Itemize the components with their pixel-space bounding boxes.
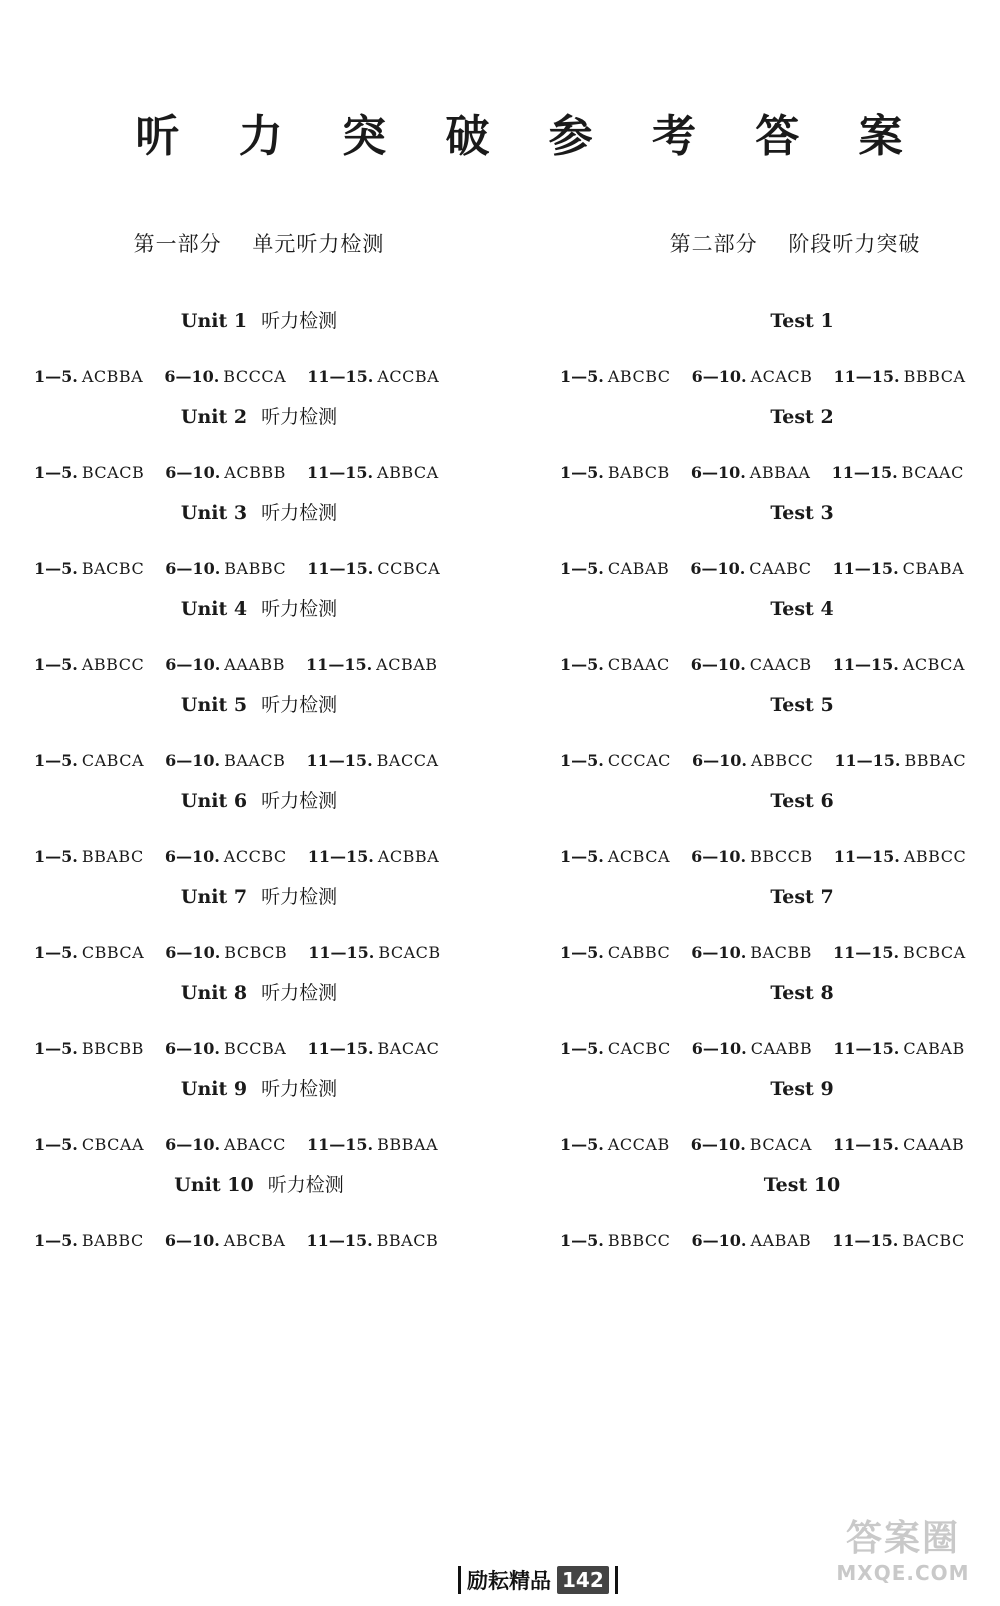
answer-letters: BACAC	[377, 1039, 440, 1058]
question-range: 11—15.	[834, 751, 901, 770]
question-range: 11—15.	[307, 847, 374, 866]
answer-group	[692, 354, 813, 400]
watermark-site: MXQE.COM	[836, 1561, 970, 1585]
answer-row	[560, 546, 990, 592]
answer-letters: BCACA	[749, 1135, 812, 1154]
test-title: Test 8	[770, 982, 834, 1004]
unit-name: Unit 10	[174, 1174, 254, 1196]
answer-letters: CCBCA	[377, 559, 441, 578]
unit-suffix: 听力检测	[261, 406, 338, 428]
test-block	[560, 496, 990, 592]
answer-group	[832, 1218, 964, 1264]
answer-letters: BACBC	[902, 1231, 965, 1250]
unit-title	[34, 1168, 464, 1218]
question-range: 1—5.	[560, 463, 604, 482]
unit-suffix: 听力检测	[261, 694, 338, 716]
answer-letters: CBAAC	[607, 655, 670, 674]
divider-bar	[458, 1566, 461, 1594]
answer-letters: BCBCA	[903, 943, 966, 962]
answer-group	[165, 1026, 286, 1072]
unit-block	[34, 1072, 464, 1168]
answer-letters: ABBCC	[750, 751, 814, 770]
answer-letters: BBCBB	[81, 1039, 144, 1058]
question-range: 1—5.	[560, 367, 604, 386]
answer-letters: BCAAC	[901, 463, 964, 482]
answer-group	[165, 1218, 286, 1264]
answer-row	[34, 930, 464, 976]
answer-group	[307, 1026, 439, 1072]
question-range: 1—5.	[34, 367, 78, 386]
test-title: Test 2	[770, 406, 834, 428]
answer-group	[307, 1218, 439, 1264]
divider-bar	[615, 1566, 618, 1594]
answer-letters: BCBCB	[224, 943, 288, 962]
answer-letters: ACBBA	[81, 367, 144, 386]
footer-brand	[452, 1562, 624, 1598]
answer-group	[307, 354, 439, 400]
answer-group	[307, 546, 440, 592]
answer-letters: ACBBB	[224, 463, 286, 482]
answer-letters: CABAB	[607, 559, 670, 578]
answer-row	[560, 930, 990, 976]
unit-block	[34, 1168, 464, 1264]
section-title-stage-tests: 第二部分 阶段听力突破	[669, 232, 921, 256]
answer-letters: BBBCC	[607, 1231, 671, 1250]
unit-suffix: 听力检测	[261, 310, 338, 332]
question-range: 11—15.	[833, 847, 900, 866]
test-block	[560, 592, 990, 688]
answer-group	[165, 1122, 286, 1168]
question-range: 11—15.	[833, 1039, 900, 1058]
unit-title	[34, 1072, 464, 1122]
question-range: 11—15.	[307, 367, 374, 386]
answer-letters: BBABC	[81, 847, 144, 866]
test-title: Test 5	[770, 694, 834, 716]
answer-letters: ACBAB	[376, 655, 438, 674]
answer-group	[34, 930, 144, 976]
unit-suffix: 听力检测	[261, 886, 338, 908]
answer-letters: ABBCC	[81, 655, 145, 674]
question-range: 1—5.	[34, 1039, 78, 1058]
unit-name: Unit 6	[180, 790, 248, 812]
test-title: Test 10	[763, 1174, 841, 1196]
test-block	[560, 1168, 990, 1264]
test-title: Test 4	[770, 598, 834, 620]
answer-group	[307, 450, 439, 496]
question-range: 11—15.	[306, 1231, 373, 1250]
question-range: 11—15.	[306, 463, 374, 482]
section-title-unit-tests: 第一部分 单元听力检测	[133, 232, 385, 256]
question-range: 11—15.	[832, 943, 900, 962]
answer-letters: ABCBA	[223, 1231, 286, 1250]
answer-group	[34, 1122, 144, 1168]
unit-name: Unit 4	[180, 598, 248, 620]
answer-letters: CBBCA	[81, 943, 145, 962]
answer-row	[34, 546, 464, 592]
answer-letters: CBABA	[902, 559, 965, 578]
answer-letters: AABAB	[750, 1231, 812, 1250]
answer-letters: CAABC	[749, 559, 812, 578]
answer-group	[560, 1218, 670, 1264]
answer-letters: BAACB	[224, 751, 286, 770]
page-title: 听 力 突 破 参 考 答 案	[135, 111, 925, 162]
unit-suffix: 听力检测	[261, 790, 338, 812]
answer-letters: ACCBC	[223, 847, 287, 866]
answer-group	[34, 354, 143, 400]
question-range: 6—10.	[164, 1231, 220, 1250]
question-range: 6—10.	[164, 367, 220, 386]
answer-group	[560, 834, 670, 880]
answer-group	[834, 738, 966, 784]
answer-letters: CABBC	[607, 943, 671, 962]
answer-group	[560, 738, 671, 784]
answer-group	[165, 834, 287, 880]
unit-block	[34, 880, 464, 976]
question-range: 1—5.	[34, 559, 78, 578]
answer-group	[690, 546, 811, 592]
answer-letters: CABCA	[81, 751, 144, 770]
question-range: 1—5.	[560, 655, 604, 674]
answer-group	[560, 1122, 670, 1168]
answer-letters: ACBCA	[902, 655, 965, 674]
answer-group	[833, 930, 966, 976]
test-block	[560, 400, 990, 496]
question-range: 6—10.	[165, 463, 221, 482]
question-range: 1—5.	[560, 559, 604, 578]
question-range: 6—10.	[691, 847, 747, 866]
test-title: Test 7	[770, 886, 834, 908]
question-range: 11—15.	[832, 1231, 899, 1250]
answer-letters: BACBB	[750, 943, 812, 962]
unit-title	[34, 784, 464, 834]
answer-letters: CABAB	[903, 1039, 965, 1058]
answer-group	[691, 642, 812, 688]
answer-letters: CAACB	[749, 655, 812, 674]
answer-group	[165, 738, 285, 784]
question-range: 11—15.	[833, 367, 900, 386]
answer-letters: ABACC	[224, 1135, 286, 1154]
answer-letters: BCCCA	[223, 367, 287, 386]
question-range: 6—10.	[690, 559, 746, 578]
answer-group	[34, 450, 144, 496]
test-block	[560, 880, 990, 976]
unit-title	[34, 976, 464, 1026]
unit-name: Unit 8	[180, 982, 248, 1004]
answer-row	[34, 1218, 464, 1264]
answer-row	[560, 1122, 990, 1168]
answer-group	[560, 1026, 671, 1072]
answer-row	[34, 450, 464, 496]
answer-group	[560, 450, 670, 496]
question-range: 6—10.	[691, 1039, 747, 1058]
unit-block	[34, 400, 464, 496]
answer-group	[833, 1026, 964, 1072]
unit-block	[34, 784, 464, 880]
answer-letters: BACCA	[376, 751, 439, 770]
watermark-logo-text: 答案圈	[845, 1518, 960, 1559]
answer-row	[560, 1218, 990, 1264]
answer-group	[692, 738, 813, 784]
answer-row	[560, 1026, 990, 1072]
answer-letters: BABCB	[607, 463, 670, 482]
answer-letters: ACCBA	[377, 367, 440, 386]
answer-group	[34, 738, 144, 784]
answer-group	[165, 450, 286, 496]
question-range: 6—10.	[691, 1231, 747, 1250]
answer-letters: ACACB	[750, 367, 813, 386]
answer-row	[34, 738, 464, 784]
test-title: Test 3	[770, 502, 834, 524]
question-range: 1—5.	[560, 847, 604, 866]
answer-letters: ACBCA	[607, 847, 670, 866]
answer-group	[164, 354, 286, 400]
question-range: 6—10.	[691, 367, 747, 386]
question-range: 1—5.	[560, 943, 604, 962]
unit-suffix: 听力检测	[261, 598, 338, 620]
answer-group	[307, 1122, 438, 1168]
question-range: 11—15.	[306, 655, 373, 674]
unit-block	[34, 592, 464, 688]
unit-name: Unit 9	[180, 1078, 248, 1100]
question-range: 6—10.	[165, 559, 221, 578]
unit-suffix: 听力检测	[267, 1174, 344, 1196]
unit-suffix: 听力检测	[261, 982, 338, 1004]
question-range: 6—10.	[165, 655, 221, 674]
left-column	[34, 228, 464, 1264]
answer-group	[691, 450, 811, 496]
question-range: 6—10.	[690, 1135, 746, 1154]
question-range: 1—5.	[560, 751, 604, 770]
question-range: 1—5.	[560, 1231, 604, 1250]
answer-group	[692, 1218, 812, 1264]
question-range: 1—5.	[34, 751, 78, 770]
answer-group	[34, 642, 144, 688]
question-range: 11—15.	[306, 751, 373, 770]
question-range: 6—10.	[690, 463, 746, 482]
question-range: 1—5.	[34, 1135, 78, 1154]
question-range: 6—10.	[165, 1135, 221, 1154]
answer-row	[34, 354, 464, 400]
question-range: 11—15.	[832, 559, 899, 578]
answer-letters: BABBC	[224, 559, 287, 578]
question-range: 11—15.	[831, 463, 898, 482]
unit-title	[34, 880, 464, 930]
test-title: Test 9	[770, 1078, 834, 1100]
right-column	[560, 228, 990, 1264]
answer-letters: BBBCA	[903, 367, 966, 386]
question-range: 6—10.	[165, 943, 221, 962]
question-range: 1—5.	[560, 1039, 604, 1058]
question-range: 1—5.	[34, 655, 78, 674]
answer-letters: CBCAA	[81, 1135, 144, 1154]
answer-group	[691, 1122, 812, 1168]
answer-group	[832, 450, 964, 496]
unit-name: Unit 2	[180, 406, 248, 428]
answer-group	[34, 1026, 144, 1072]
page-number: 142	[557, 1566, 609, 1594]
question-range: 6—10.	[165, 751, 221, 770]
unit-block	[34, 976, 464, 1072]
unit-block	[34, 688, 464, 784]
unit-name: Unit 3	[180, 502, 248, 524]
answer-row	[560, 834, 990, 880]
answer-letters: BBCCB	[750, 847, 813, 866]
answer-row	[34, 642, 464, 688]
test-block	[560, 688, 990, 784]
unit-title	[34, 592, 464, 642]
answer-row	[34, 834, 464, 880]
question-range: 6—10.	[164, 847, 220, 866]
question-range: 1—5.	[34, 847, 78, 866]
answer-group	[560, 930, 670, 976]
answer-group	[692, 1026, 812, 1072]
answer-letters: BBACB	[376, 1231, 439, 1250]
answer-row	[560, 354, 990, 400]
question-range: 1—5.	[34, 943, 78, 962]
answer-row	[34, 1122, 464, 1168]
answer-group	[307, 738, 439, 784]
question-range: 11—15.	[307, 559, 374, 578]
question-range: 11—15.	[307, 1039, 374, 1058]
unit-title	[34, 688, 464, 738]
answer-letters: BCACB	[378, 943, 441, 962]
answer-letters: CACBC	[607, 1039, 671, 1058]
answer-group	[308, 930, 440, 976]
answer-row	[560, 450, 990, 496]
answer-letters: CAAAB	[903, 1135, 965, 1154]
question-range: 1—5.	[34, 463, 78, 482]
unit-block	[34, 496, 464, 592]
answer-letters: ACCAB	[607, 1135, 670, 1154]
unit-block-list	[34, 304, 464, 1264]
answer-letters: BBBAA	[377, 1135, 439, 1154]
question-range: 6—10.	[691, 943, 747, 962]
answer-group	[560, 546, 669, 592]
test-block	[560, 784, 990, 880]
question-range: 6—10.	[690, 655, 746, 674]
answer-letters: AAABB	[224, 655, 285, 674]
question-range: 1—5.	[34, 1231, 78, 1250]
question-range: 6—10.	[165, 1039, 220, 1058]
answer-letters: ABCBC	[607, 367, 671, 386]
question-range: 11—15.	[832, 655, 899, 674]
question-range: 11—15.	[833, 1135, 900, 1154]
watermark	[828, 1510, 978, 1585]
question-range: 11—15.	[308, 943, 375, 962]
answer-group	[833, 546, 964, 592]
brand-name: 励耘精品	[467, 1569, 551, 1593]
unit-suffix: 听力检测	[261, 1078, 338, 1100]
answer-letters: ABBCA	[377, 463, 439, 482]
answer-letters: ACBBA	[377, 847, 440, 866]
test-block-list	[560, 304, 990, 1264]
answer-group	[834, 354, 966, 400]
answer-group	[833, 1122, 964, 1168]
answer-group	[833, 642, 965, 688]
answer-group	[165, 930, 287, 976]
question-range: 6—10.	[691, 751, 747, 770]
test-title: Test 1	[770, 310, 834, 332]
answer-group	[306, 642, 437, 688]
answer-group	[560, 642, 670, 688]
answer-group	[34, 1218, 144, 1264]
answer-group	[308, 834, 439, 880]
unit-title	[34, 400, 464, 450]
answer-group	[34, 834, 144, 880]
answer-group	[34, 546, 144, 592]
answer-row	[34, 1026, 464, 1072]
answer-letters: CCCAC	[607, 751, 671, 770]
question-range: 11—15.	[307, 1135, 374, 1154]
unit-title	[34, 304, 464, 354]
answer-letters: BACBC	[81, 559, 145, 578]
answer-group	[691, 834, 813, 880]
question-range: 1—5.	[560, 1135, 604, 1154]
answer-group	[560, 354, 671, 400]
answer-letters: BBBAC	[904, 751, 967, 770]
test-title: Test 6	[770, 790, 834, 812]
answer-group	[165, 546, 286, 592]
test-block	[560, 304, 990, 400]
answer-group	[834, 834, 966, 880]
unit-suffix: 听力检测	[261, 502, 338, 524]
answer-row	[560, 738, 990, 784]
unit-block	[34, 304, 464, 400]
test-block	[560, 976, 990, 1072]
unit-name: Unit 5	[180, 694, 248, 716]
test-block	[560, 1072, 990, 1168]
answer-letters: ABBAA	[749, 463, 811, 482]
unit-title	[34, 496, 464, 546]
answer-row	[560, 642, 990, 688]
unit-name: Unit 1	[180, 310, 248, 332]
answer-letters: BABBC	[81, 1231, 144, 1250]
unit-name: Unit 7	[180, 886, 248, 908]
answer-letters: CAABB	[750, 1039, 813, 1058]
answer-letters: BCACB	[81, 463, 145, 482]
answer-letters: ABBCC	[903, 847, 967, 866]
answer-group	[691, 930, 812, 976]
answer-letters: BCCBA	[223, 1039, 287, 1058]
answer-group	[165, 642, 285, 688]
